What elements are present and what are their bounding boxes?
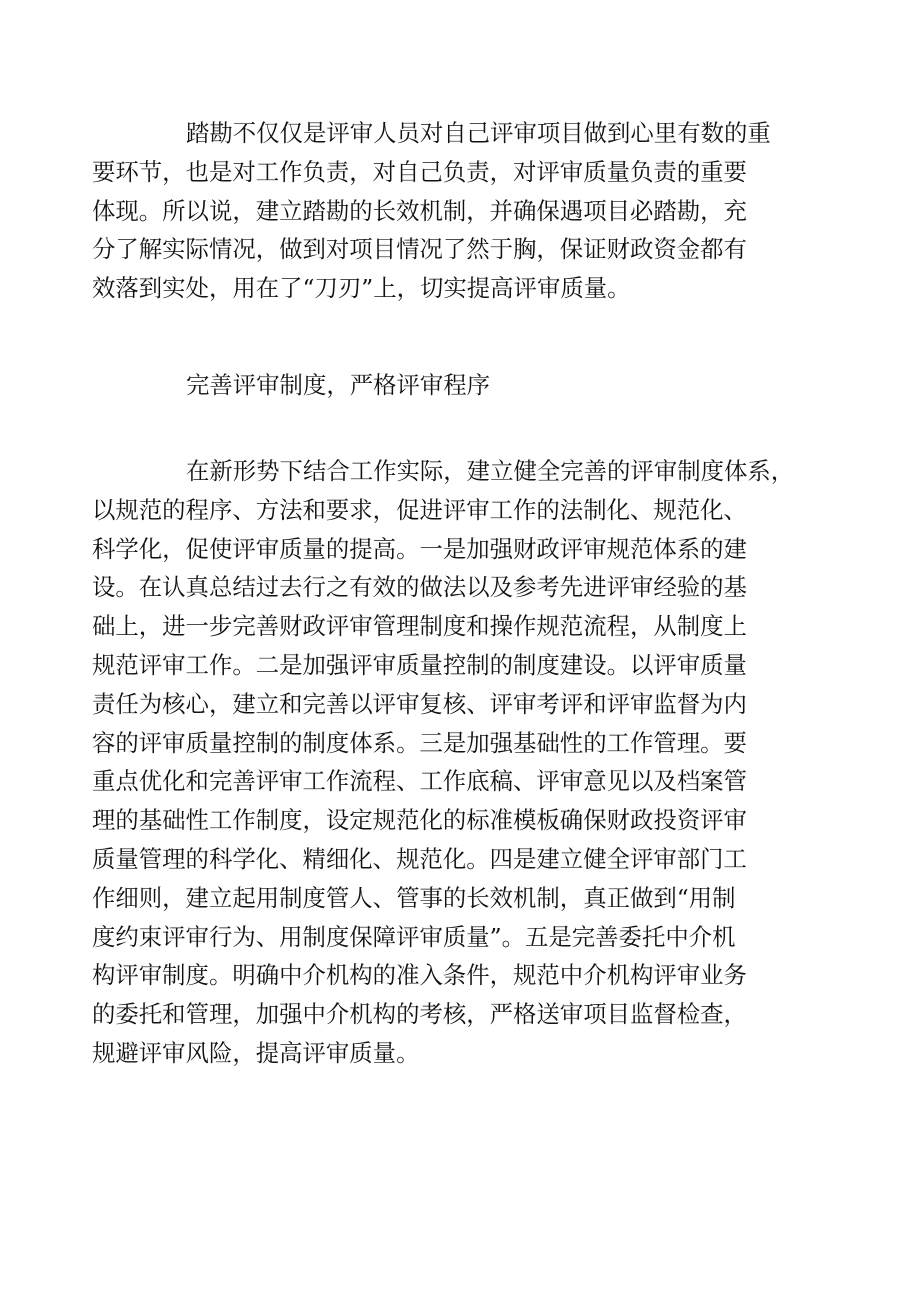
paragraph-line: 在新形势下结合工作实际，建立健全完善的评审制度体系，	[186, 457, 795, 485]
paragraph-line: 度约束评审行为、用制度保障评审质量”。五是完善委托中介机	[92, 922, 736, 951]
paragraph-line: 设。在认真总结过去行之有效的做法以及参考先进评审经验的基	[92, 573, 747, 602]
paragraph-line: 规避评审风险，提高评审质量。	[92, 1038, 420, 1067]
paragraph-line: 责任为核心，建立和完善以评审复核、评审考评和评审监督为内	[92, 689, 747, 718]
paragraph-line: 重点优化和完善评审工作流程、工作底稿、评审意见以及档案管	[92, 767, 747, 796]
paragraph-line: 础上，进一步完善财政评审管理制度和操作规范流程，从制度上	[92, 612, 747, 641]
paragraph-review-system	[92, 452, 795, 1073]
paragraph-line: 质量管理的科学化、精细化、规范化。四是建立健全评审部门工	[92, 844, 747, 873]
paragraph-line: 作细则，建立起用制度管人、管事的长效机制，真正做到“用制	[92, 883, 736, 912]
paragraph-site-survey	[92, 114, 789, 308]
paragraph-line: 的委托和管理，加强中介机构的考核，严格送审项目监督检查，	[92, 1000, 747, 1029]
paragraph-line: 踏勘不仅仅是评审人员对自己评审项目做到心里有数的重	[186, 119, 771, 147]
section-heading: 完善评审制度，严格评审程序	[186, 371, 491, 399]
paragraph-line: 科学化，促使评审质量的提高。一是加强财政评审规范体系的建	[92, 534, 747, 563]
paragraph-line: 容的评审质量控制的制度体系。三是加强基础性的工作管理。要	[92, 728, 747, 757]
paragraph-line: 效落到实处，用在了“刀刃”上，切实提高评审质量。	[92, 274, 631, 303]
paragraph-line: 构评审制度。明确中介机构的准入条件，规范中介机构评审业务	[92, 961, 747, 990]
paragraph-line: 理的基础性工作制度，设定规范化的标准模板确保财政投资评审	[92, 806, 747, 835]
paragraph-line: 以规范的程序、方法和要求，促进评审工作的法制化、规范化、	[92, 495, 747, 524]
paragraph-line: 规范评审工作。二是加强评审质量控制的制度建设。以评审质量	[92, 650, 747, 679]
paragraph-line: 体现。所以说，建立踏勘的长效机制，并确保遇项目必踏勘，充	[92, 196, 747, 225]
paragraph-line: 分了解实际情况，做到对项目情况了然于胸，保证财政资金都有	[92, 235, 747, 264]
paragraph-line: 要环节，也是对工作负责，对自己负责，对评审质量负责的重要	[92, 157, 747, 186]
